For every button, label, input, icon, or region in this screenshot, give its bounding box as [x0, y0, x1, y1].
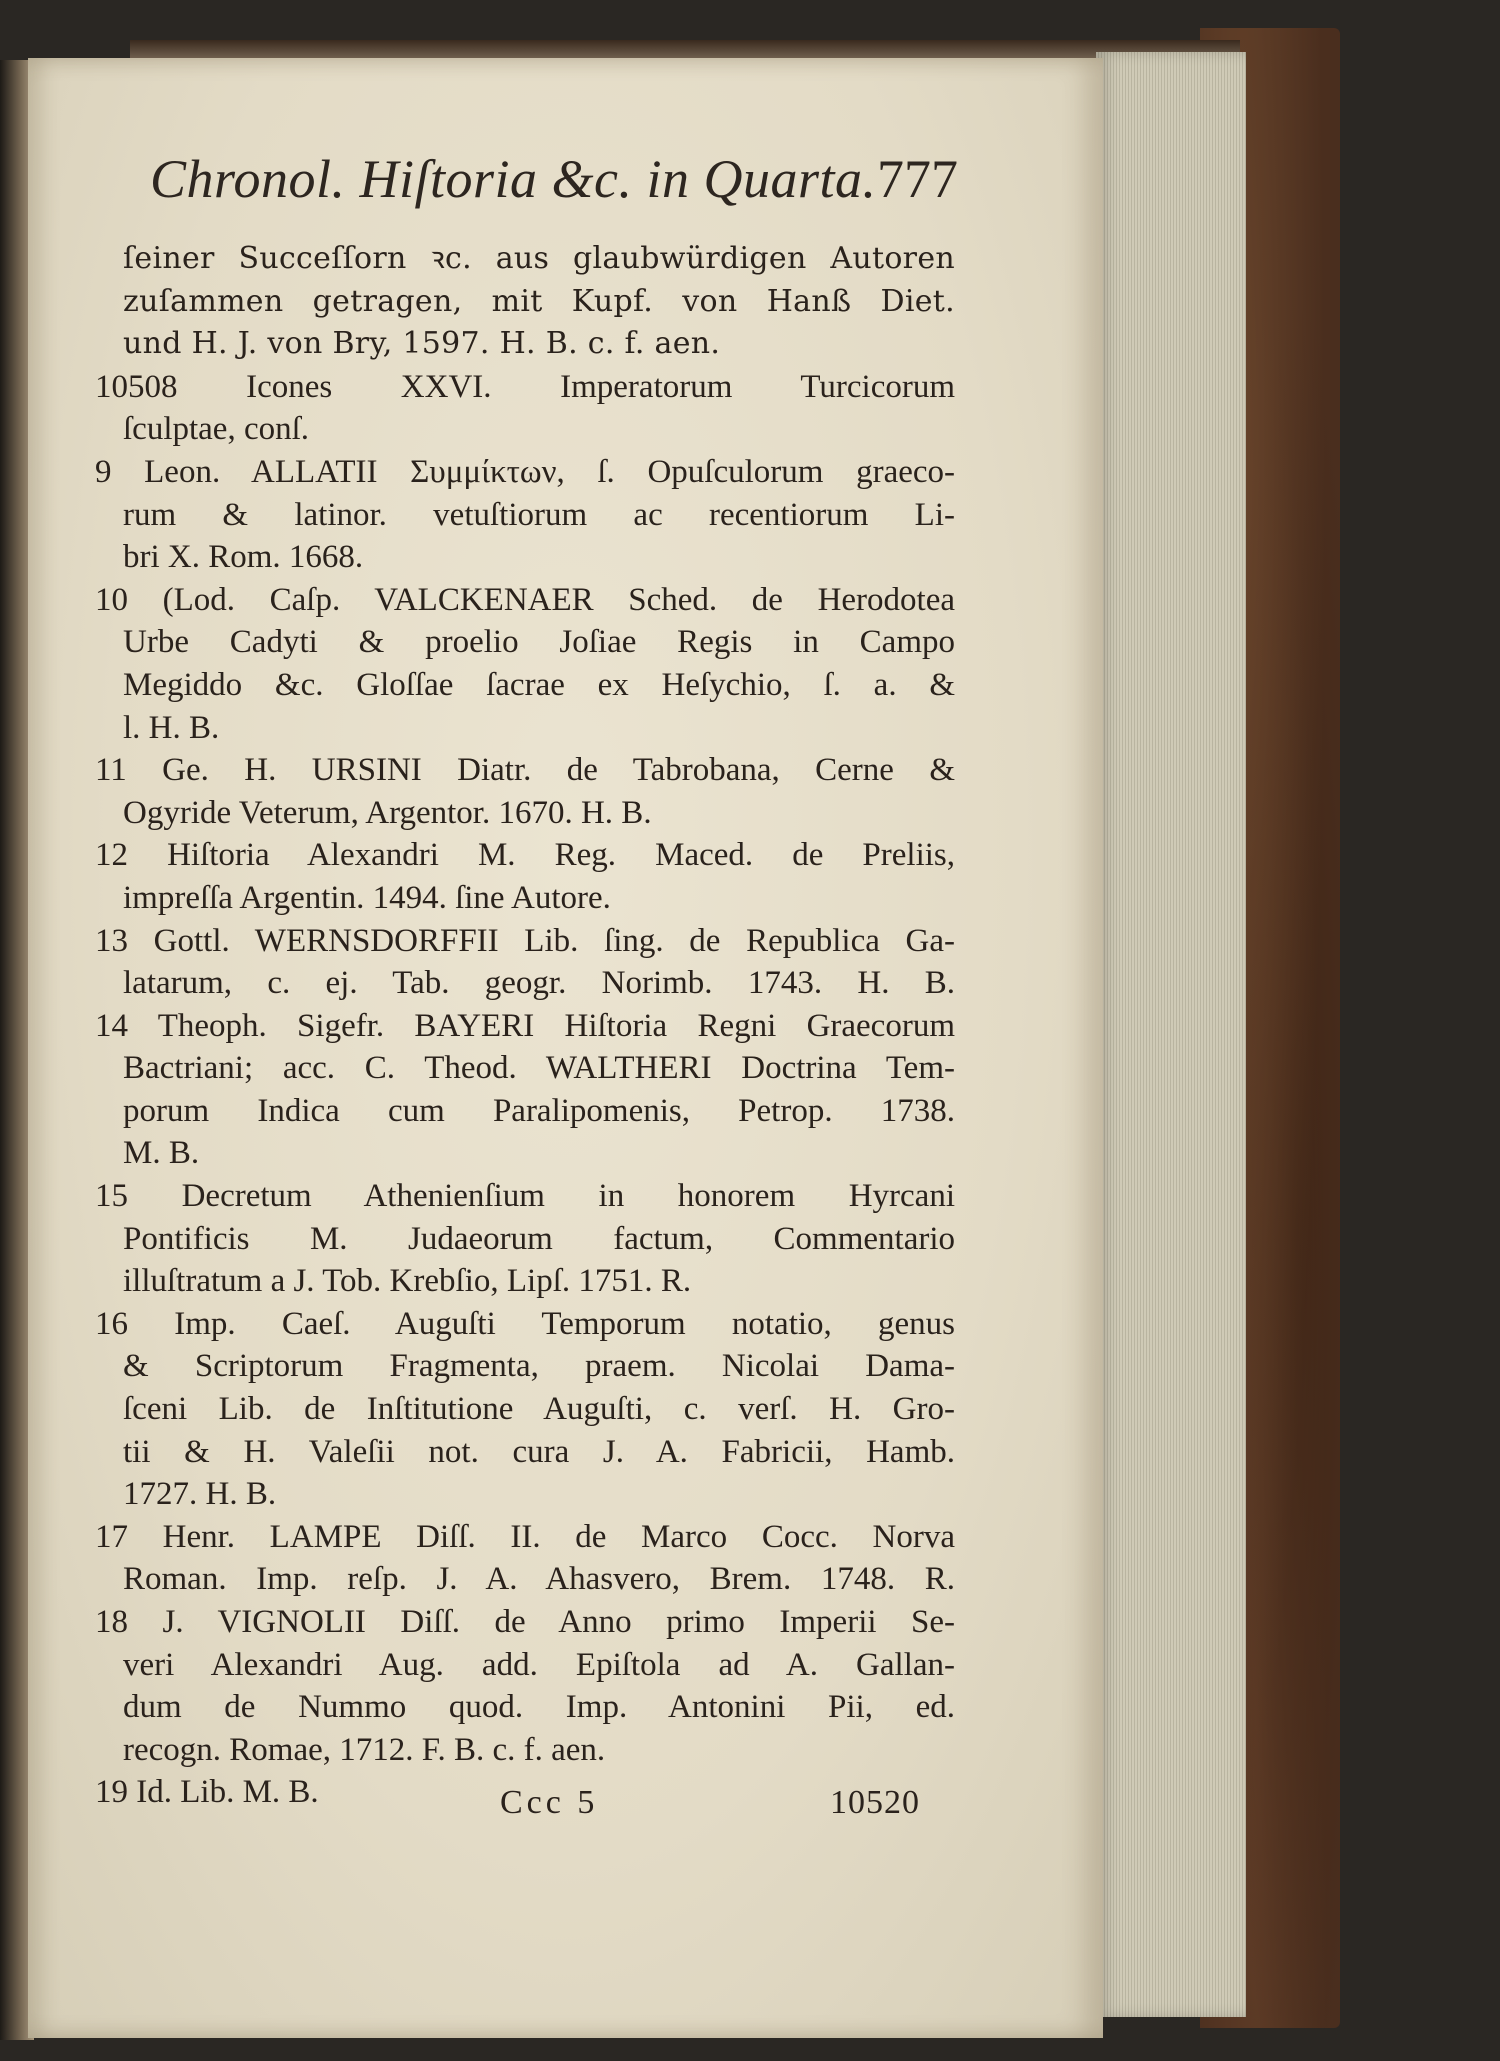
text-line: Bactriani; acc. C. Theod. WALTHERI Doctrina Tem- [123, 1050, 955, 1087]
text-line: 16 Imp. Caeſ. Auguſti Temporum notatio, genus [95, 1305, 955, 1342]
text-line: porum Indica cum Paralipomenis, Petrop. 1738. [123, 1092, 955, 1129]
text-line: 13 Gottl. WERNSDORFFII Lib. ſing. de Republica Ga- [95, 922, 955, 959]
text-line: recogn. Romae, 1712. F. B. c. f. aen. [123, 1731, 606, 1768]
text-line: illuſtratum a J. Tob. Krebſio, Lipſ. 1751. R. [123, 1263, 692, 1300]
page-number: 777 [877, 149, 958, 209]
text-line: 9 Leon. ALLATII Συμμίκτων, ſ. Opuſculorum graeco- [95, 453, 955, 490]
text-line: 19 Id. Lib. M. B. [95, 1774, 319, 1811]
running-header [150, 148, 958, 218]
text-line: 14 Theoph. Sigefr. BAYERI Hiſtoria Regni Graecorum [95, 1007, 955, 1044]
text-line: bri X. Rom. 1668. [123, 539, 364, 576]
text-line: 15 Decretum Athenienſium in honorem Hyrcani [95, 1178, 955, 1215]
text-line: und H. J. von Bry, 1597. H. B. c. f. aen. [123, 326, 721, 362]
text-line: latarum, c. ej. Tab. geogr. Norimb. 1743. H. B. [123, 965, 955, 1002]
catalogue-text [95, 238, 955, 1814]
text-line: 1727. H. B. [123, 1476, 277, 1513]
page-footer [500, 1784, 920, 1828]
text-line: 18 J. VIGNOLII Diſſ. de Anno primo Imperii Se- [95, 1604, 955, 1640]
text-line: ſeiner Succeſſorn ꝛc. aus glaubwürdigen Autoren [123, 241, 955, 276]
text-line: 10 (Lod. Caſp. VALCKENAER Sched. de Herodotea [95, 581, 955, 618]
running-title: Chronol. Hiſtoria &c. in Quarta. [150, 149, 877, 209]
text-line: dum de Nummo quod. Imp. Antonini Pii, ed. [123, 1689, 955, 1726]
text-line: ſceni Lib. de Inſtitutione Auguſti, c. verſ. H. Gro- [123, 1391, 955, 1428]
text-line: Megiddo &c. Gloſſae ſacrae ex Heſychio, ſ. a. & [123, 666, 955, 703]
text-line: ſculptae, conſ. [123, 411, 310, 448]
text-line: Pontificis M. Judaeorum factum, Commentario [123, 1220, 955, 1257]
text-line: 17 Henr. LAMPE Diſſ. II. de Marco Cocc. Norva [95, 1518, 955, 1555]
signature-mark: Ccc 5 [500, 1784, 599, 1821]
page-stack-edges [1096, 52, 1246, 2017]
text-line: M. B. [123, 1135, 200, 1172]
text-line: Urbe Cadyti & proelio Joſiae Regis in Campo [123, 624, 955, 661]
text-line: Ogyride Veterum, Argentor. 1670. H. B. [123, 794, 652, 831]
text-line: l. H. B. [123, 709, 220, 746]
text-line: 12 Hiſtoria Alexandri M. Reg. Maced. de Preliis, [95, 837, 955, 874]
text-line: zuſammen getragen, mit Kupf. von Hanß Diet. [123, 283, 955, 319]
text-line: tii & H. Valeſii not. cura J. A. Fabricii, Hamb. [123, 1433, 955, 1470]
text-line: veri Alexandri Aug. add. Epiſtola ad A. Gallan- [123, 1646, 955, 1683]
text-line: Roman. Imp. reſp. J. A. Ahasvero, Brem. 1748. R. [123, 1561, 955, 1598]
text-line: rum & latinor. vetuſtiorum ac recentiorum Li- [123, 496, 955, 533]
text-line: 11 Ge. H. URSINI Diatr. de Tabrobana, Cerne & [95, 752, 955, 789]
text-line: impreſſa Argentin. 1494. ſine Autore. [123, 879, 611, 916]
catchword: 10520 [830, 1784, 920, 1821]
text-line: 10508 Icones XXVI. Imperatorum Turcicorum [95, 368, 955, 405]
text-line: & Scriptorum Fragmenta, praem. Nicolai Dama- [123, 1348, 955, 1385]
